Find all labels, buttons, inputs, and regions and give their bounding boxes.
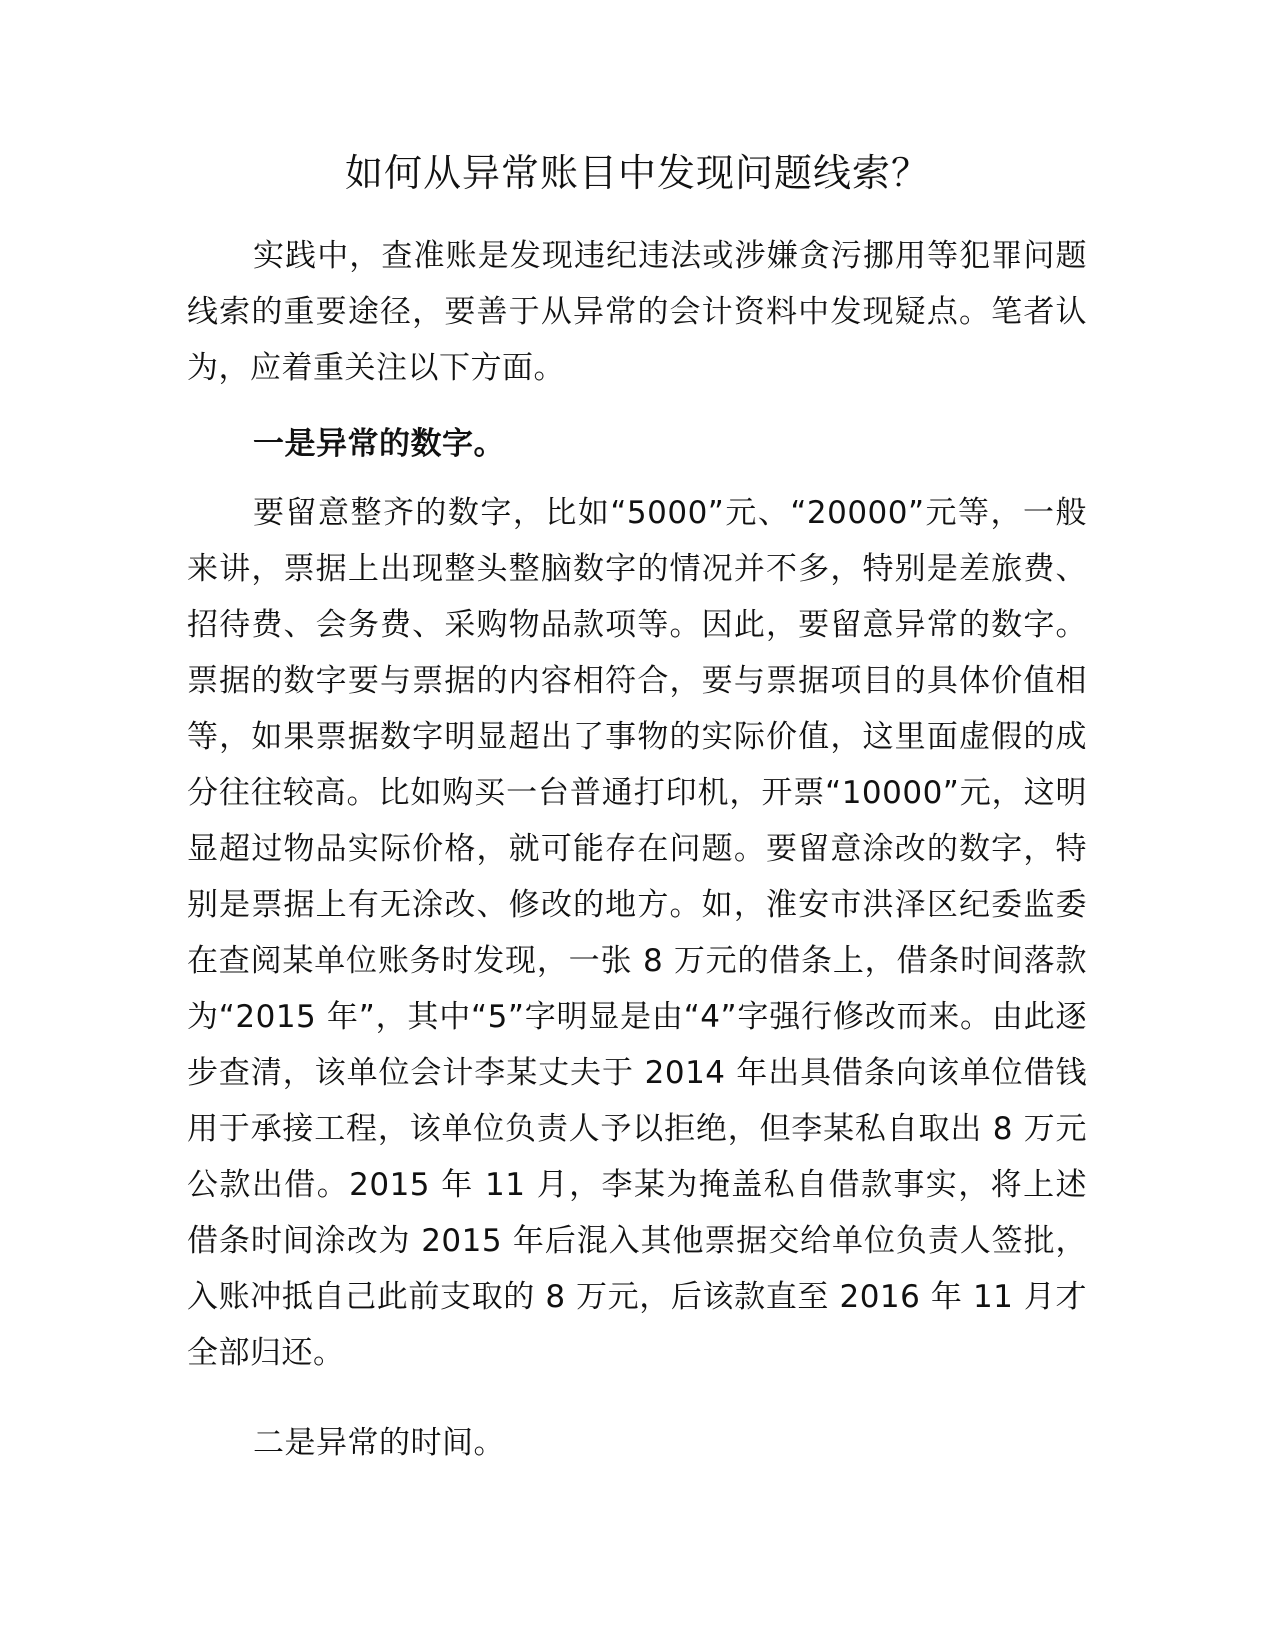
section-heading-2: 二是异常的时间。 — [253, 1425, 505, 1461]
document-title: 如何从异常账目中发现问题线索？ — [344, 151, 930, 195]
intro-paragraph: 实践中，查准账是发现违纪违法或涉嫌贪污挪用等犯罪问题线索的重要途径，要善于从异常的会计资料中发现疑点。笔者认为，应着重关注以下方面。 — [187, 238, 1087, 386]
section-heading-1: 一是异常的数字。 — [253, 426, 505, 462]
body-paragraph: 要留意整齐的数字，比如“5000”元、“20000”元等，一般来讲，票据上出现整头整脑数字的情况并不多，特别是差旅费、招待费、会务费、采购物品款项等。因此，要留意异常的数字。票据的数字要与票据的内容相符合，要与票据项目的具体价值相等，如果票据数字明显超出了事物的实际价值，这里面虚假的成分往往较高。比如购买一台普通打印机，开票“10000”元，这明显超过物品实际价格，就可能存在问题。要留意涂改的数字，特别是票据上有无涂改、修改的地方。如，淮安市洪泽区纪委监委在查阅某单位账务时发现，一张 8 万元的借条上，借条时间落款为“2015 年”，其中“5”字明显是由“4”字强行修改而来。由此逐步查清，该单位会计李某丈夫于 2014 年出具借条向该单位借钱用于承接工程，该单位负责人予以拒绝，但李某私自取出 8 万元公款出借。2015 年 11 月，李某为掩盖私自借款事实，将上述借条时间涂改为 2015 年后混入其他票据交给单位负责人签批，入账冲抵自己此前支取的 8 万元，后该款直至 2016 年 11 月才全部归还。 — [187, 495, 1087, 1371]
